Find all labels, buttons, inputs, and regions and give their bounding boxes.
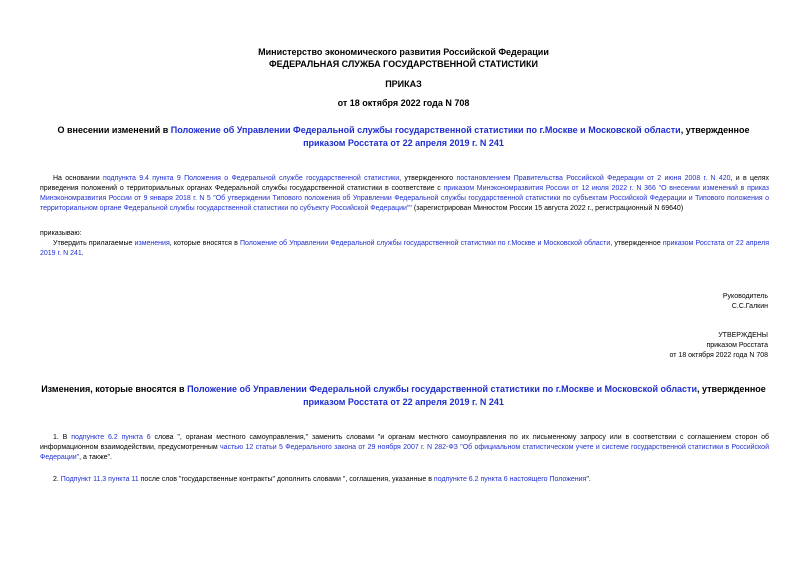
item1-text-3: , а также". xyxy=(79,453,112,461)
document-type: ПРИКАЗ xyxy=(385,79,422,89)
item2-link-subclause[interactable]: Подпункт 11.3 пункта 11 xyxy=(60,476,139,483)
order-text-3: , утвержденное xyxy=(610,240,663,247)
order-link-changes[interactable]: изменения xyxy=(134,240,170,247)
item2-link-regulation-subclause[interactable]: подпункте 6.2 пункта 6 настоящего Положения xyxy=(433,476,587,483)
item1-text-2: слова ", органам местного самоуправления," заменить словами "и органам местного самоуправления по их письменному запросу или в соответствии с соглашением сторон об информационном взаимодействии, предусмотренным xyxy=(40,434,769,451)
order-text-2: , которые вносятся в xyxy=(169,240,240,247)
signature-position: Руководитель xyxy=(722,293,768,300)
item1-link-federal-law[interactable]: частью 12 статьи 5 Федерального закона от 29 ноября 2007 г. N 282-ФЗ "Об официальном статистическом учете и системе государственной статистики в Российской Федерации" xyxy=(40,443,769,461)
changes-title-text-1: Изменения, которые вносятся в xyxy=(41,384,188,394)
approval-line-3: от 18 октября 2022 года N 708 xyxy=(669,351,768,359)
title-text-2: , утвержденное xyxy=(680,125,750,135)
title-link-regulation[interactable]: Положение об Управлении Федеральной службы государственной статистики по г.Москве и Московской области xyxy=(170,125,681,135)
approval-block xyxy=(560,331,768,361)
order-link-order[interactable]: приказом Росстата от 22 апреля 2019 г. N 241 xyxy=(40,240,769,257)
order-text-4: . xyxy=(81,249,84,257)
order-paragraph xyxy=(40,239,769,259)
preamble-link-subclause[interactable]: подпункта 9.4 пункта 9 Положения о Федеральной службе государственной статистики xyxy=(102,175,400,182)
preamble-text-1: На основании xyxy=(53,175,103,182)
document-title xyxy=(40,124,767,150)
changes-title-text-2: , утвержденное xyxy=(697,384,766,394)
order-text-1: Утвердить прилагаемые xyxy=(53,240,135,247)
signature-name: С.С.Галкин xyxy=(731,302,768,310)
preamble-text-4: (зарегистрирован Минюстом России 15 августа 2022 г., регистрационный N 69640) xyxy=(411,204,684,212)
preamble-text-2: , утвержденного xyxy=(399,175,457,182)
item1-text-1: 1. В xyxy=(53,434,72,441)
change-item-1 xyxy=(40,433,769,463)
item2-text-1: 2. xyxy=(53,476,61,483)
approval-line-2: приказом Росстата xyxy=(706,341,768,349)
title-text-1: О внесении изменений в xyxy=(57,125,171,135)
changes-title-link-order[interactable]: приказом Росстата от 22 апреля 2019 г. N 241 xyxy=(303,397,504,408)
changes-title xyxy=(40,383,767,409)
preamble-link-resolution[interactable]: постановлением Правительства Российской Федерации от 2 июня 2008 г. N 420 xyxy=(456,175,731,182)
order-link-regulation[interactable]: Положение об Управлении Федеральной службы государственной статистики по г.Москве и Московской области xyxy=(239,240,611,247)
item2-text-2: после слов "государственные контракты" дополнить словами ", соглашения, указанные в xyxy=(138,476,434,483)
preamble-paragraph xyxy=(40,174,769,214)
service-name: ФЕДЕРАЛЬНАЯ СЛУЖБА ГОСУДАРСТВЕННОЙ СТАТИСТИКИ xyxy=(269,58,538,69)
document-date: от 18 октября 2022 года N 708 xyxy=(337,98,470,108)
title-link-order[interactable]: приказом Росстата от 22 апреля 2019 г. N 241 xyxy=(303,138,504,149)
item2-text-3: ". xyxy=(586,476,591,483)
changes-title-link-regulation[interactable]: Положение об Управлении Федеральной службы государственной статистики по г.Москве и Московской области xyxy=(187,384,697,394)
document-header xyxy=(0,47,807,70)
item1-link-subclause[interactable]: подпункте 6.2 пункта 6 xyxy=(71,434,151,441)
preamble-link-ministry-order[interactable]: приказом Минэкономразвития России от 12 июля 2022 г. N 366 "О внесении изменений в приказ Минэкономразвития России от 9 января 2018 г. N 5 "Об утверждении Типового положения об Управлении Федеральной службы государственной статистики по субъектам Российской Федерации и Типового положения о территориальном органе Федеральной службы государственной статистики по субъекту Российской Федерации"" xyxy=(40,184,769,212)
change-item-2 xyxy=(40,475,769,485)
ministry-name: Министерство экономического развития Российской Федерации xyxy=(258,47,549,57)
preamble-text-3: , и в целях приведения положений о территориальных органах Федеральной службы государственной статистики в соответствие с xyxy=(40,175,770,192)
order-word: приказываю: xyxy=(40,230,82,237)
approval-line-1: УТВЕРЖДЕНЫ xyxy=(718,332,768,339)
signature-block xyxy=(560,292,768,312)
